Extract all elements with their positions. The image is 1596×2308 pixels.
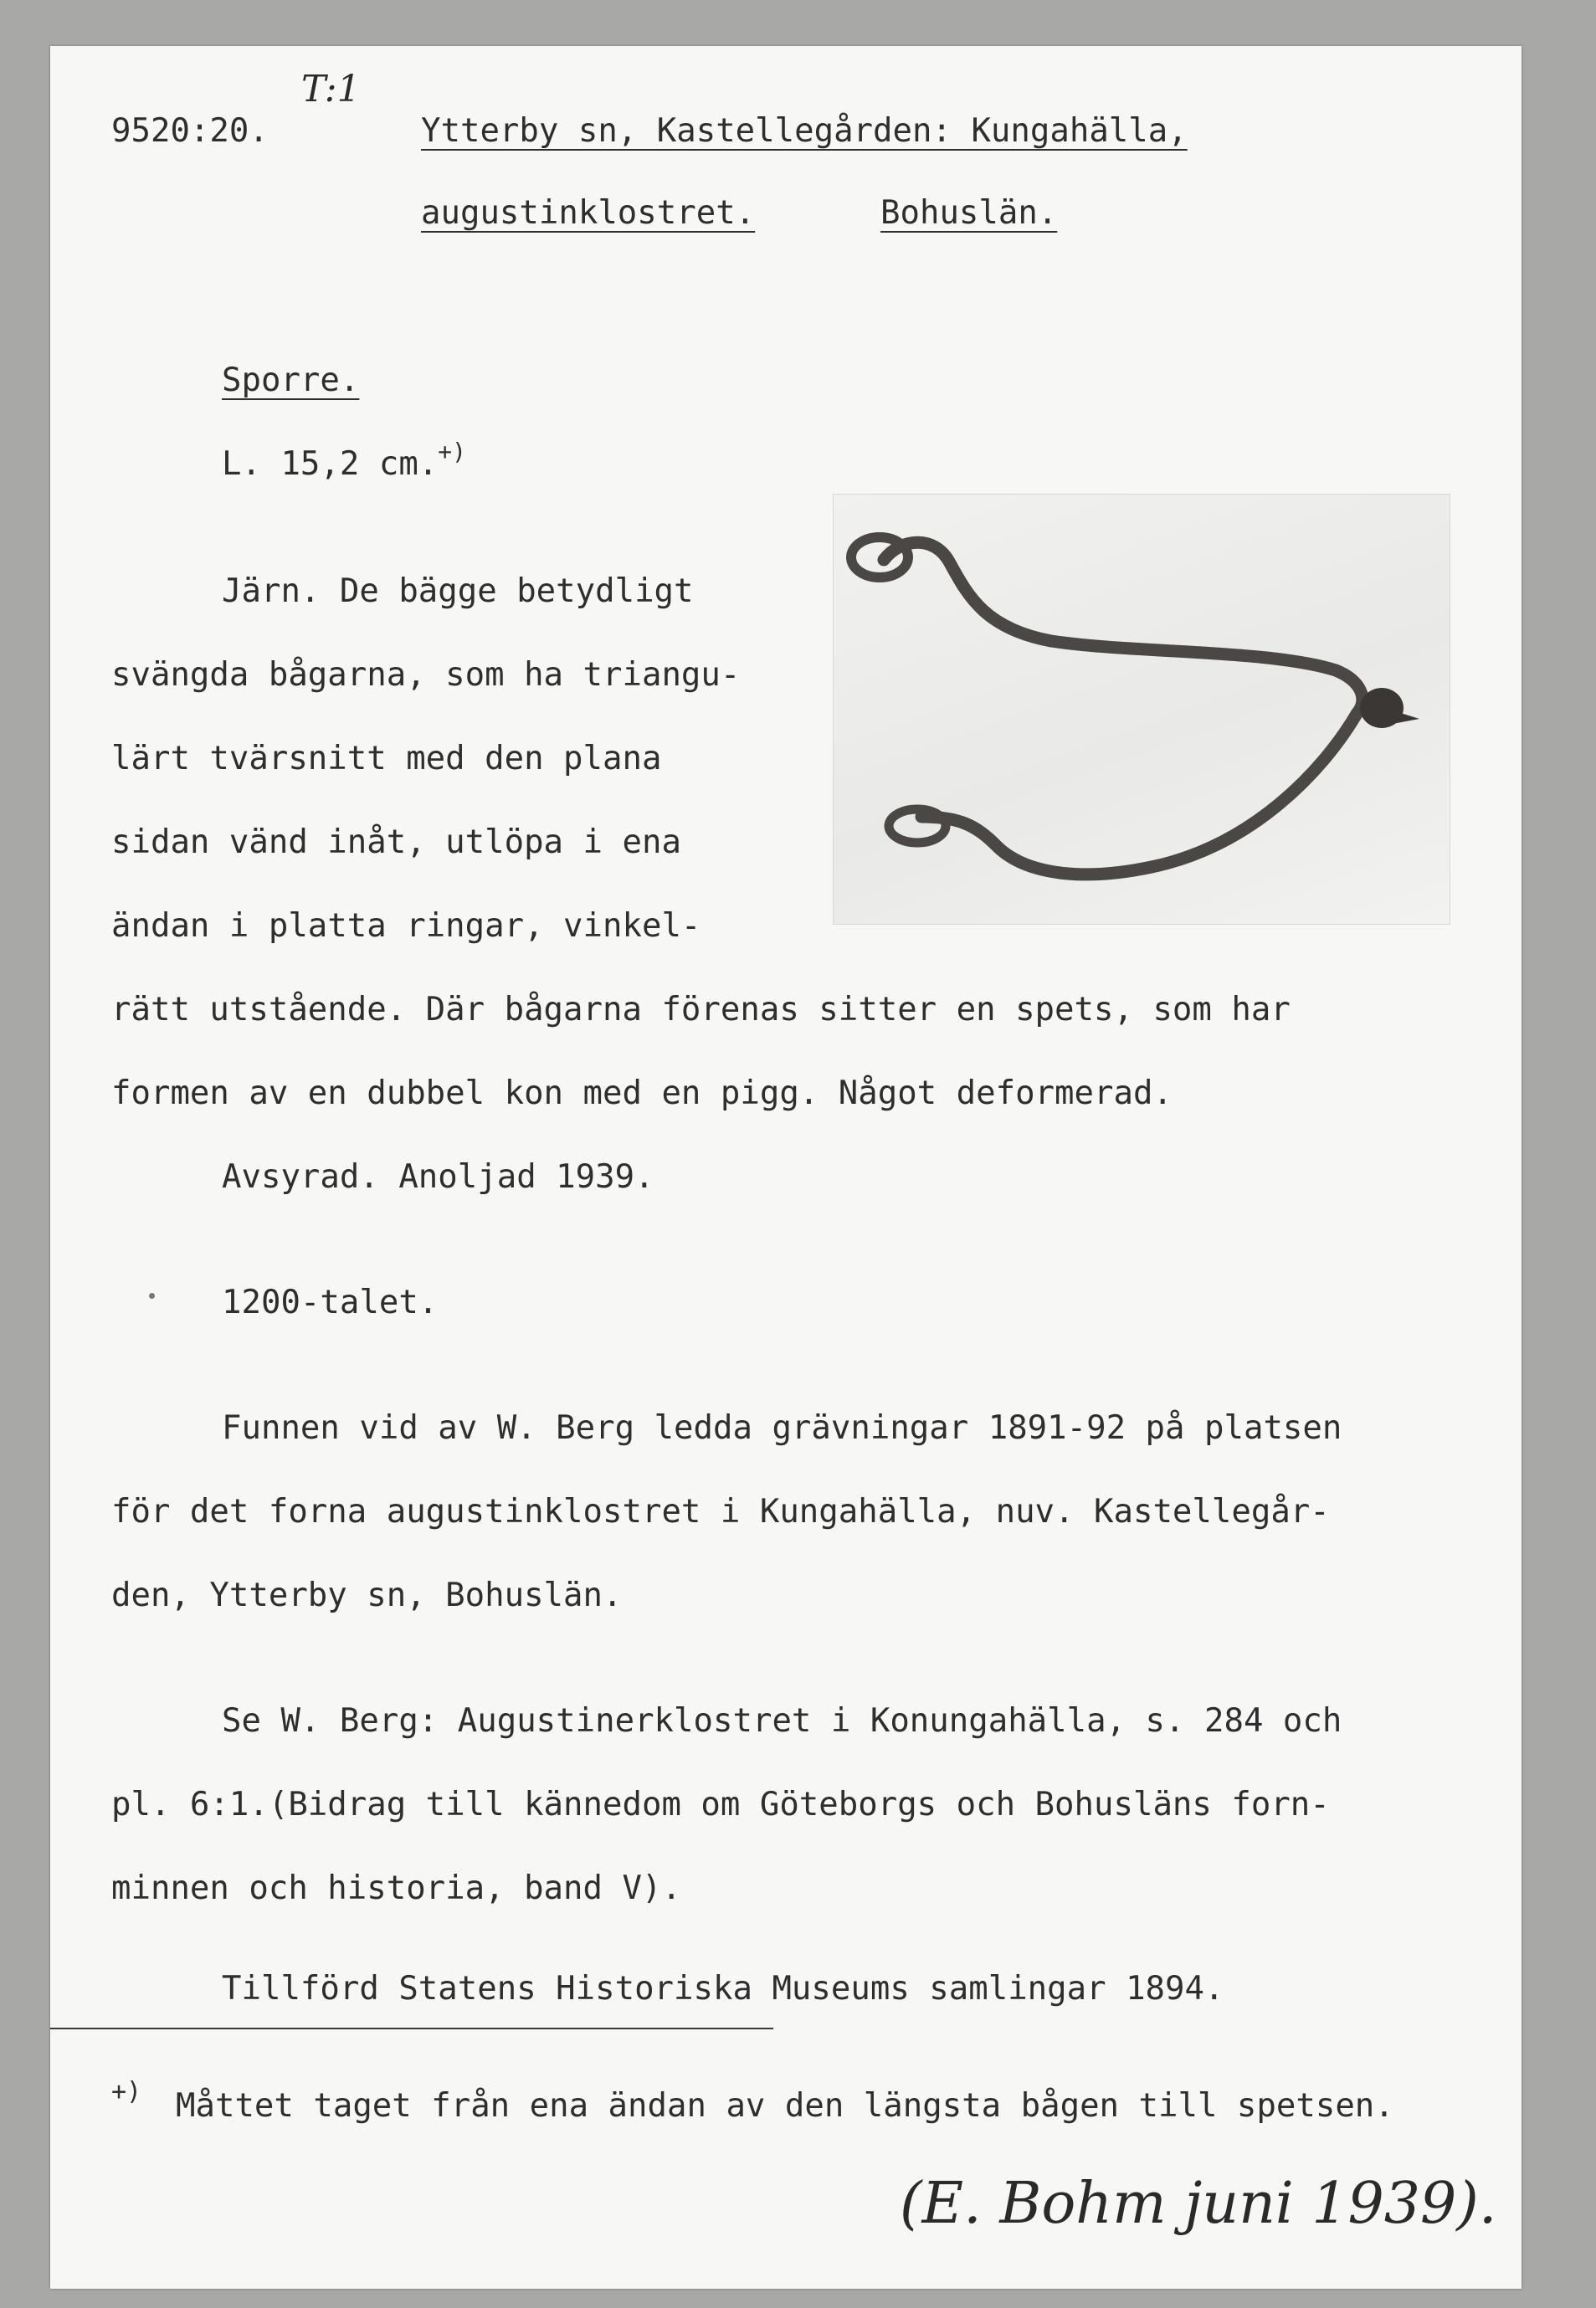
object-length bbox=[222, 438, 466, 483]
acquisition-note: Tillförd Statens Historiska Museums samlingar 1894. bbox=[222, 1970, 1224, 2008]
object-name: Sporre. bbox=[222, 362, 360, 399]
find-line-1: Funnen vid av W. Berg ledda grävningar 1891-92 på platsen bbox=[222, 1409, 1342, 1447]
annotation-mark: T:1 bbox=[301, 68, 361, 110]
catalog-number: 9520:20. bbox=[111, 112, 269, 150]
footnote-mark: +) bbox=[111, 2077, 142, 2106]
reference-line-2: pl. 6:1.(Bidrag till kännedom om Göteborgs och Bohusläns forn- bbox=[111, 1786, 1330, 1823]
length-value: L. 15,2 cm. bbox=[222, 445, 439, 483]
reference-line-3: minnen och historia, band V). bbox=[111, 1869, 681, 1907]
description-line-6: rätt utstående. Där bågarna förenas sitter en spets, som har bbox=[111, 991, 1291, 1028]
footnote-divider bbox=[50, 2028, 773, 2029]
length-footnote-mark: +) bbox=[438, 438, 466, 465]
location-line-1: Ytterby sn, Kastellegården: Kungahälla, bbox=[421, 112, 1188, 150]
signature: (E. Bohm juni 1939). bbox=[900, 2171, 1497, 2237]
catalog-card bbox=[50, 46, 1522, 2289]
reference-line-1: Se W. Berg: Augustinerklostret i Konungahälla, s. 284 och bbox=[222, 1702, 1342, 1740]
dating: 1200-talet. bbox=[222, 1284, 439, 1321]
description-line-1: Järn. De bägge betydligt bbox=[222, 572, 694, 610]
description-line-5: ändan i platta ringar, vinkel- bbox=[111, 907, 701, 945]
description-line-2: svängda bågarna, som ha triangu- bbox=[111, 656, 741, 694]
province: Bohuslän. bbox=[880, 194, 1058, 232]
spur-illustration bbox=[834, 495, 1450, 924]
conservation-note: Avsyrad. Anoljad 1939. bbox=[222, 1158, 654, 1196]
footnote-text: Måttet taget från ena ändan av den längsta bågen till spetsen. bbox=[176, 2087, 1394, 2125]
description-line-7: formen av en dubbel kon med en pigg. Något deformerad. bbox=[111, 1075, 1173, 1112]
spur-photograph bbox=[833, 494, 1450, 925]
find-line-2: för det forna augustinklostret i Kungahälla, nuv. Kastellegår- bbox=[111, 1493, 1330, 1531]
margin-dot bbox=[149, 1293, 155, 1299]
description-line-3: lärt tvärsnitt med den plana bbox=[111, 740, 662, 777]
description-line-4: sidan vänd inåt, utlöpa i ena bbox=[111, 823, 681, 861]
location-line-2: augustinklostret. bbox=[421, 194, 756, 232]
find-line-3: den, Ytterby sn, Bohuslän. bbox=[111, 1577, 623, 1614]
